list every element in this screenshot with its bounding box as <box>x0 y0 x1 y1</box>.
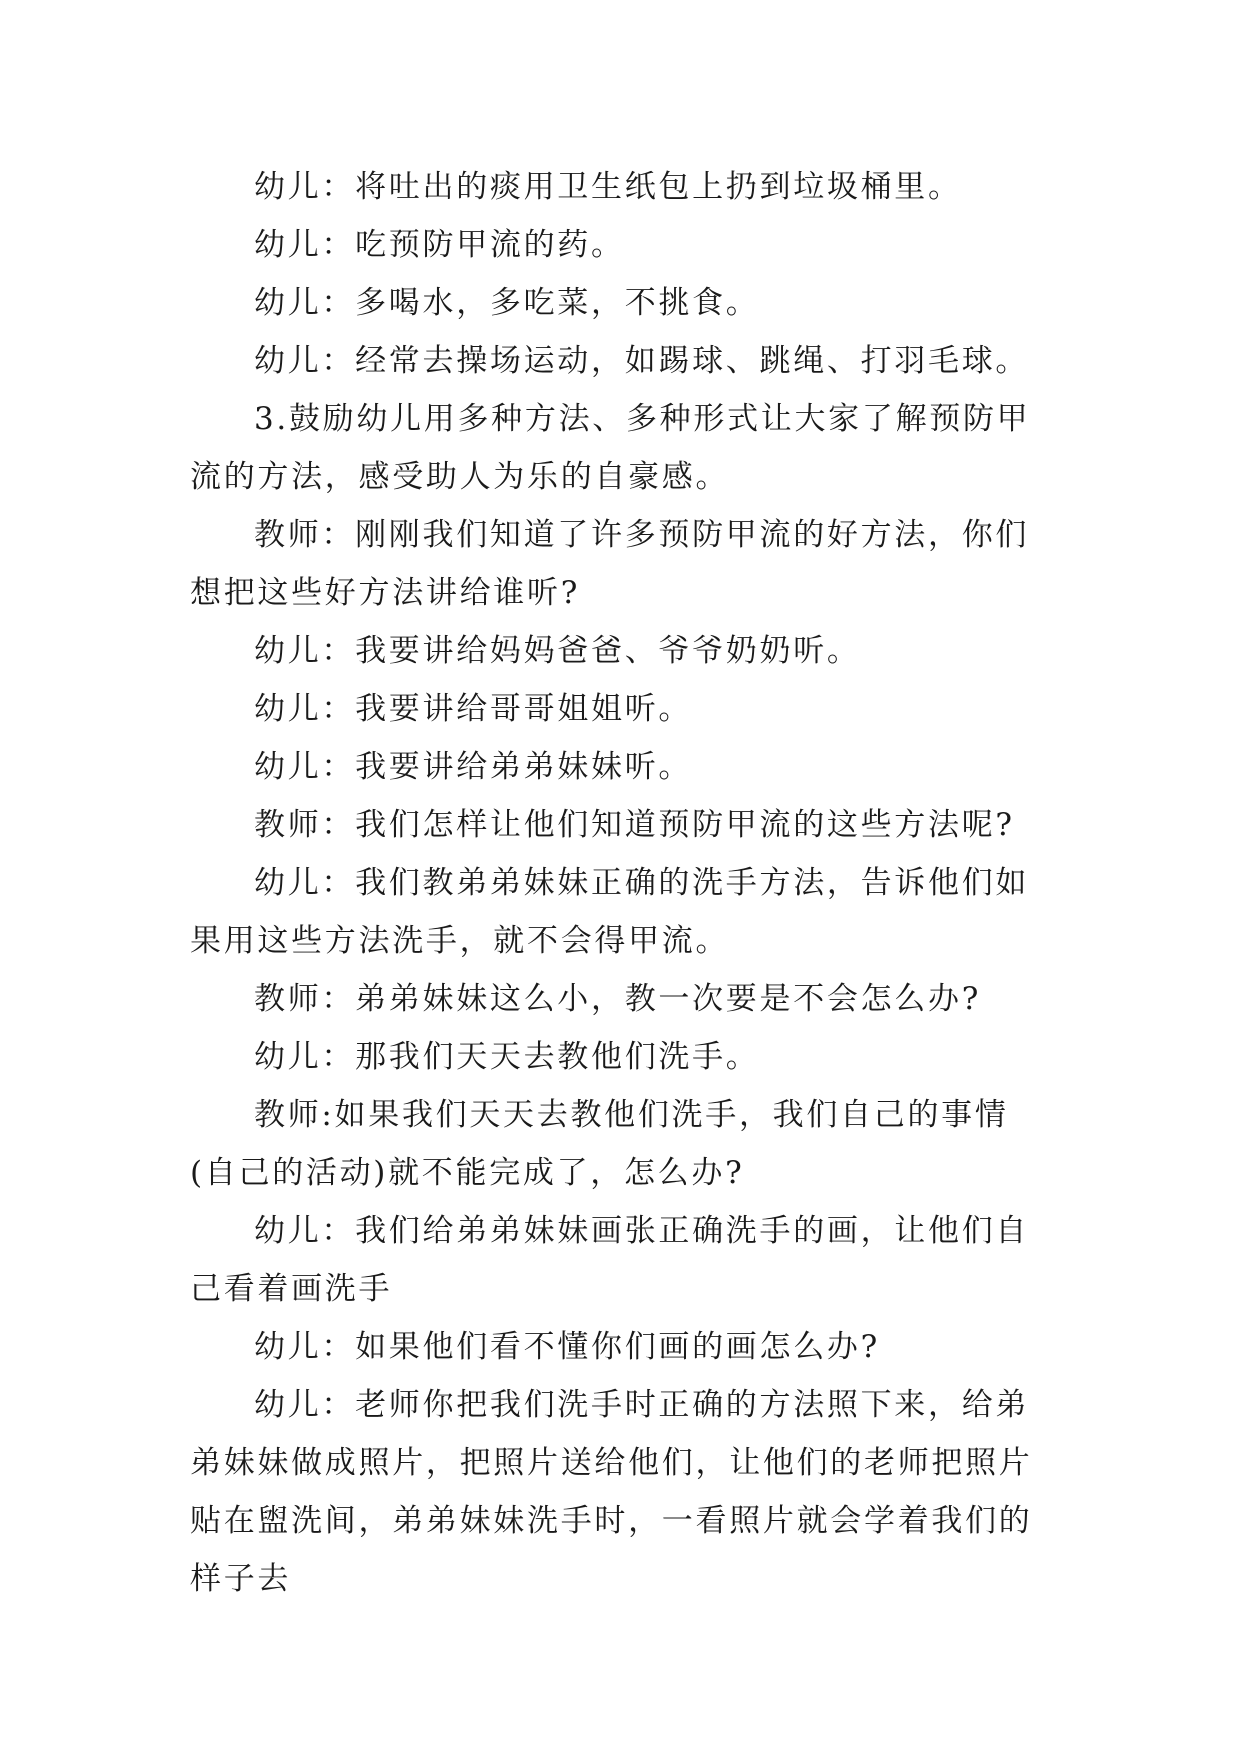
paragraph: 幼儿：我要讲给弟弟妹妹听。 <box>254 749 693 785</box>
section-step-paragraph: 3.鼓励幼儿用多种方法、多种形式让大家了解预防甲流的方法，感受助人为乐的自豪感。 <box>190 401 1031 495</box>
paragraph: 幼儿：我要讲给哥哥姐姐听。 <box>254 691 693 727</box>
paragraph: 幼儿：多喝水，多吃菜，不挑食。 <box>254 285 760 321</box>
paragraph: 教师：我们怎样让他们知道预防甲流的这些方法呢? <box>254 807 1015 843</box>
paragraph: 幼儿：我们给弟弟妹妹画张正确洗手的画，让他们自己看着画洗手 <box>190 1213 1030 1307</box>
paragraph: 幼儿：我们教弟弟妹妹正确的洗手方法，告诉他们如果用这些方法洗手，就不会得甲流。 <box>190 865 1030 959</box>
paragraph: 教师：刚刚我们知道了许多预防甲流的好方法，你们想把这些好方法讲给谁听? <box>190 517 1030 611</box>
paragraph: 幼儿：那我们天天去教他们洗手。 <box>254 1039 760 1075</box>
paragraph: 幼儿：经常去操场运动，如踢球、跳绳、打羽毛球。 <box>254 343 1030 379</box>
paragraph: 幼儿：我要讲给妈妈爸爸、爷爷奶奶听。 <box>254 633 861 669</box>
paragraph: 教师：弟弟妹妹这么小，教一次要是不会怎么办? <box>254 981 982 1017</box>
paragraph: 幼儿：老师你把我们洗手时正确的方法照下来，给弟弟妹妹做成照片，把照片送给他们，让他们的老师把照片贴在盥洗间，弟弟妹妹洗手时，一看照片就会学着我们的样子去 <box>190 1387 1033 1597</box>
paragraph: 幼儿：将吐出的痰用卫生纸包上扔到垃圾桶里。 <box>254 169 962 205</box>
paragraph: 幼儿：吃预防甲流的药。 <box>254 227 625 263</box>
document-body <box>190 158 1054 1608</box>
paragraph: 教师:如果我们天天去教他们洗手，我们自己的事情(自己的活动)就不能完成了，怎么办? <box>190 1097 1009 1191</box>
paragraph: 幼儿：如果他们看不懂你们画的画怎么办? <box>254 1329 880 1365</box>
